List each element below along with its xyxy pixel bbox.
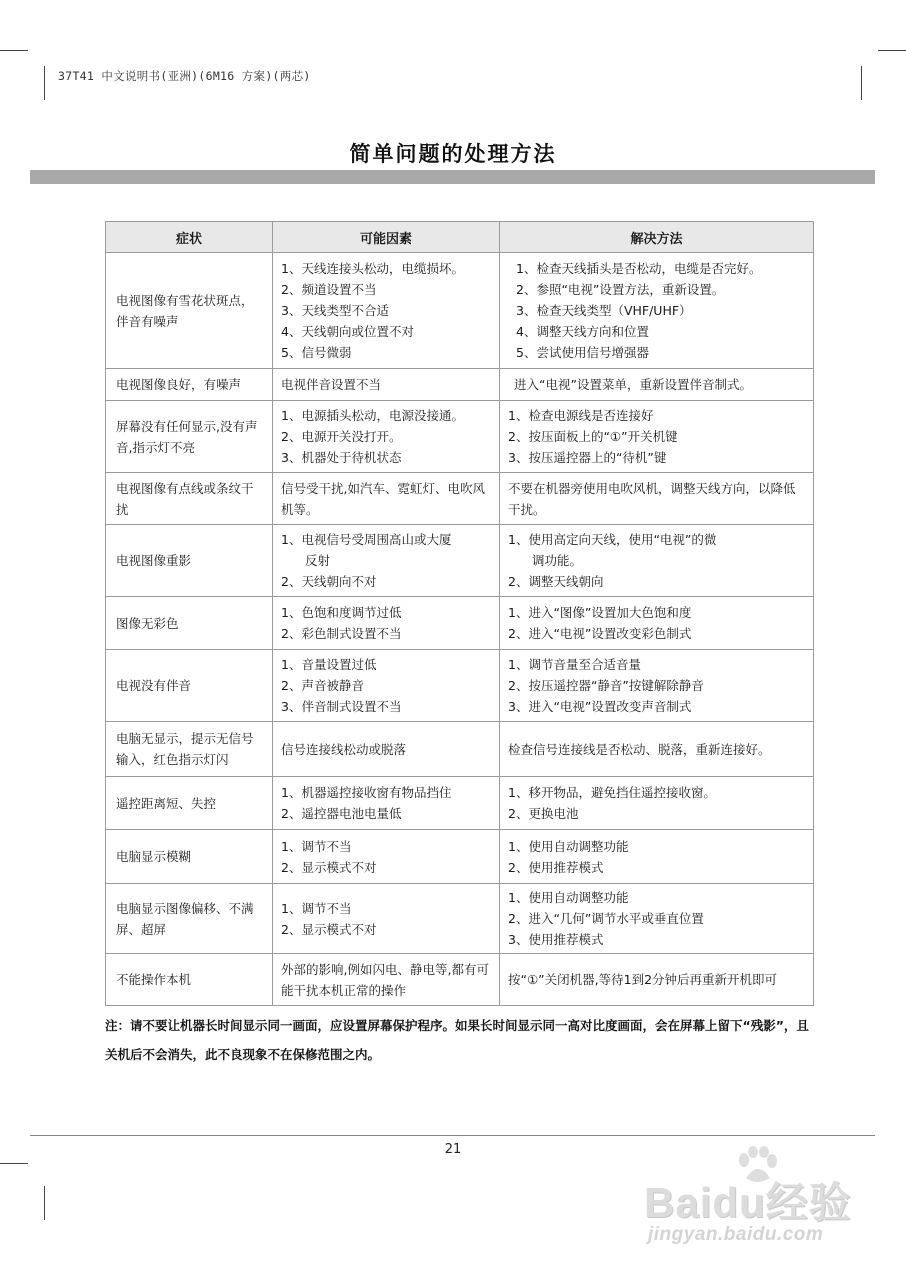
solution-line: 1、检查天线插头是否松动，电缆是否完好。 xyxy=(516,261,762,276)
cause-line: 1、天线连接头松动，电缆损坏。 xyxy=(281,261,464,276)
causes-cell xyxy=(273,525,500,597)
crop-mark xyxy=(0,1163,28,1164)
solution-line: 2、按压面板上的“①”开关机键 xyxy=(508,429,678,444)
cause-line: 2、遥控器电池电量低 xyxy=(281,806,402,821)
causes-cell: 信号受干扰,如汽车、霓虹灯、电吹风机等。 xyxy=(273,473,500,525)
cause-line: 1、机器遥控接收窗有物品挡住 xyxy=(281,785,452,800)
cause-line: 2、显示模式不对 xyxy=(281,859,377,875)
solution-line: 1、移开物品，避免挡住遥控接收窗。 xyxy=(508,785,716,800)
solution-line: 1、使用自动调整功能 xyxy=(508,838,629,854)
cause-line: 2、电源开关没打开。 xyxy=(281,429,402,444)
symptom-cell: 电脑显示图像偏移、不满屏、超屏 xyxy=(106,884,273,954)
column-header-causes: 可能因素 xyxy=(273,222,500,253)
causes-cell: 外部的影响,例如闪电、静电等,都有可能干扰本机正常的操作 xyxy=(273,954,500,1006)
crop-mark xyxy=(44,66,45,100)
footer-divider xyxy=(30,1135,875,1136)
solution-line: 3、检查天线类型（VHF/UHF） xyxy=(516,303,692,318)
baidu-jingyan-watermark xyxy=(644,1142,884,1260)
causes-cell xyxy=(273,884,500,954)
solution-line: 1、检查电源线是否连接好 xyxy=(508,408,654,423)
table-row xyxy=(106,369,814,401)
solutions-cell: 按“①”关闭机器,等待1到2分钟后再重新开机即可 xyxy=(500,954,814,1006)
table-row xyxy=(106,722,814,777)
causes-cell xyxy=(273,253,500,369)
crop-mark xyxy=(44,1186,45,1220)
table-header-row xyxy=(106,222,814,253)
crop-mark xyxy=(0,50,28,51)
solution-line: 2、按压遥控器“静音”按键解除静音 xyxy=(508,678,704,693)
symptom-cell: 不能操作本机 xyxy=(106,954,273,1006)
table-row xyxy=(106,473,814,525)
cause-line: 3、天线类型不合适 xyxy=(281,303,389,318)
solutions-cell: 进入“电视”设置菜单，重新设置伴音制式。 xyxy=(500,369,814,401)
symptom-cell: 电视图像有点线或条纹干扰 xyxy=(106,473,273,525)
symptom-cell: 屏幕没有任何显示,没有声音,指示灯不亮 xyxy=(106,401,273,473)
table-row xyxy=(106,525,814,597)
causes-cell xyxy=(273,597,500,650)
table-row xyxy=(106,253,814,369)
causes-cell xyxy=(273,777,500,830)
causes-cell xyxy=(273,830,500,884)
solution-line: 2、使用推荐模式 xyxy=(508,859,604,875)
cause-line: 2、显示模式不对 xyxy=(281,921,377,937)
crop-mark xyxy=(878,50,906,51)
cause-line: 1、电视信号受周围高山或大厦 xyxy=(281,532,452,547)
solutions-cell xyxy=(500,401,814,473)
symptom-cell: 电脑显示模糊 xyxy=(106,830,273,884)
symptom-cell: 遥控距离短、失控 xyxy=(106,777,273,830)
causes-cell: 信号连接线松动或脱落 xyxy=(273,722,500,777)
table-row xyxy=(106,830,814,884)
cause-line: 1、调节不当 xyxy=(281,900,352,916)
solutions-cell xyxy=(500,253,814,369)
cause-line: 2、彩色制式设置不当 xyxy=(281,626,402,641)
solutions-cell: 不要在机器旁使用电吹风机，调整天线方向，以降低干扰。 xyxy=(500,473,814,525)
causes-cell: 电视伴音设置不当 xyxy=(273,369,500,401)
crop-mark xyxy=(861,66,862,100)
warning-note: 注：请不要让机器长时间显示同一画面，应设置屏幕保护程序。如果长时间显示同一高对比度画面，会在屏幕上留下“残影”，且关机后不会消失，此不良现象不在保修范围之内。 xyxy=(105,1018,809,1062)
solution-line: 1、使用自动调整功能 xyxy=(508,890,629,905)
solution-line: 调功能。 xyxy=(532,553,583,568)
solution-line: 1、调节音量至合适音量 xyxy=(508,657,641,672)
watermark-url: jingyan.baidu.com xyxy=(648,1224,824,1245)
table-row xyxy=(106,650,814,722)
solutions-cell xyxy=(500,597,814,650)
solutions-cell xyxy=(500,884,814,954)
solutions-cell xyxy=(500,525,814,597)
symptom-cell: 电脑无显示，提示无信号输入，红色指示灯闪 xyxy=(106,722,273,777)
solution-line: 2、进入“几何”调节水平或垂直位置 xyxy=(508,911,704,926)
symptom-cell: 电视没有伴音 xyxy=(106,650,273,722)
solutions-cell xyxy=(500,830,814,884)
solution-line: 1、进入“图像”设置加大色饱和度 xyxy=(508,605,692,620)
troubleshooting-table xyxy=(105,221,814,1006)
table-row xyxy=(106,777,814,830)
cause-line: 2、声音被静音 xyxy=(281,678,364,693)
causes-cell xyxy=(273,650,500,722)
symptom-cell: 电视图像良好，有噪声 xyxy=(106,369,273,401)
cause-line: 1、调节不当 xyxy=(281,838,352,854)
table-row xyxy=(106,884,814,954)
solutions-cell xyxy=(500,650,814,722)
cause-line: 3、伴音制式设置不当 xyxy=(281,699,402,714)
solution-line: 2、调整天线朝向 xyxy=(508,574,604,589)
symptom-cell: 电视图像重影 xyxy=(106,525,273,597)
solution-line: 3、使用推荐模式 xyxy=(508,932,604,947)
solution-line: 3、进入“电视”设置改变声音制式 xyxy=(508,699,692,714)
table-row xyxy=(106,597,814,650)
table-row xyxy=(106,954,814,1006)
cause-line: 1、音量设置过低 xyxy=(281,657,377,672)
solution-line: 2、参照“电视”设置方法，重新设置。 xyxy=(516,282,725,297)
cause-line: 反射 xyxy=(305,553,331,568)
solution-line: 2、进入“电视”设置改变彩色制式 xyxy=(508,626,692,641)
symptom-cell: 图像无彩色 xyxy=(106,597,273,650)
solution-line: 4、调整天线方向和位置 xyxy=(516,324,649,339)
column-header-solutions: 解决方法 xyxy=(500,222,814,253)
cause-line: 1、色饱和度调节过低 xyxy=(281,605,402,620)
causes-cell xyxy=(273,401,500,473)
solution-line: 1、使用高定向天线，使用“电视”的微 xyxy=(508,532,717,547)
cause-line: 2、天线朝向不对 xyxy=(281,574,377,589)
cause-line: 3、机器处于待机状态 xyxy=(281,450,402,465)
page-number: 21 xyxy=(444,1142,462,1157)
solutions-cell xyxy=(500,777,814,830)
solutions-cell: 检查信号连接线是否松动、脱落，重新连接好。 xyxy=(500,722,814,777)
solution-line: 2、更换电池 xyxy=(508,806,579,821)
symptom-cell: 电视图像有雪花状斑点，伴音有噪声 xyxy=(106,253,273,369)
column-header-symptom: 症状 xyxy=(106,222,273,253)
cause-line: 2、频道设置不当 xyxy=(281,282,377,297)
document-header-label: 37T41 中文说明书(亚洲)(6M16 方案)(两芯) xyxy=(58,69,311,83)
cause-line: 5、信号微弱 xyxy=(281,345,352,360)
table-row xyxy=(106,401,814,473)
title-divider-bar xyxy=(30,170,875,184)
solution-line: 5、尝试使用信号增强器 xyxy=(516,345,649,360)
cause-line: 1、电源插头松动，电源没接通。 xyxy=(281,408,464,423)
cause-line: 4、天线朝向或位置不对 xyxy=(281,324,414,339)
watermark-brand: Baidu经验 xyxy=(644,1179,852,1226)
page-title: 简单问题的处理方法 xyxy=(349,142,557,166)
solution-line: 3、按压遥控器上的“待机”键 xyxy=(508,450,667,465)
